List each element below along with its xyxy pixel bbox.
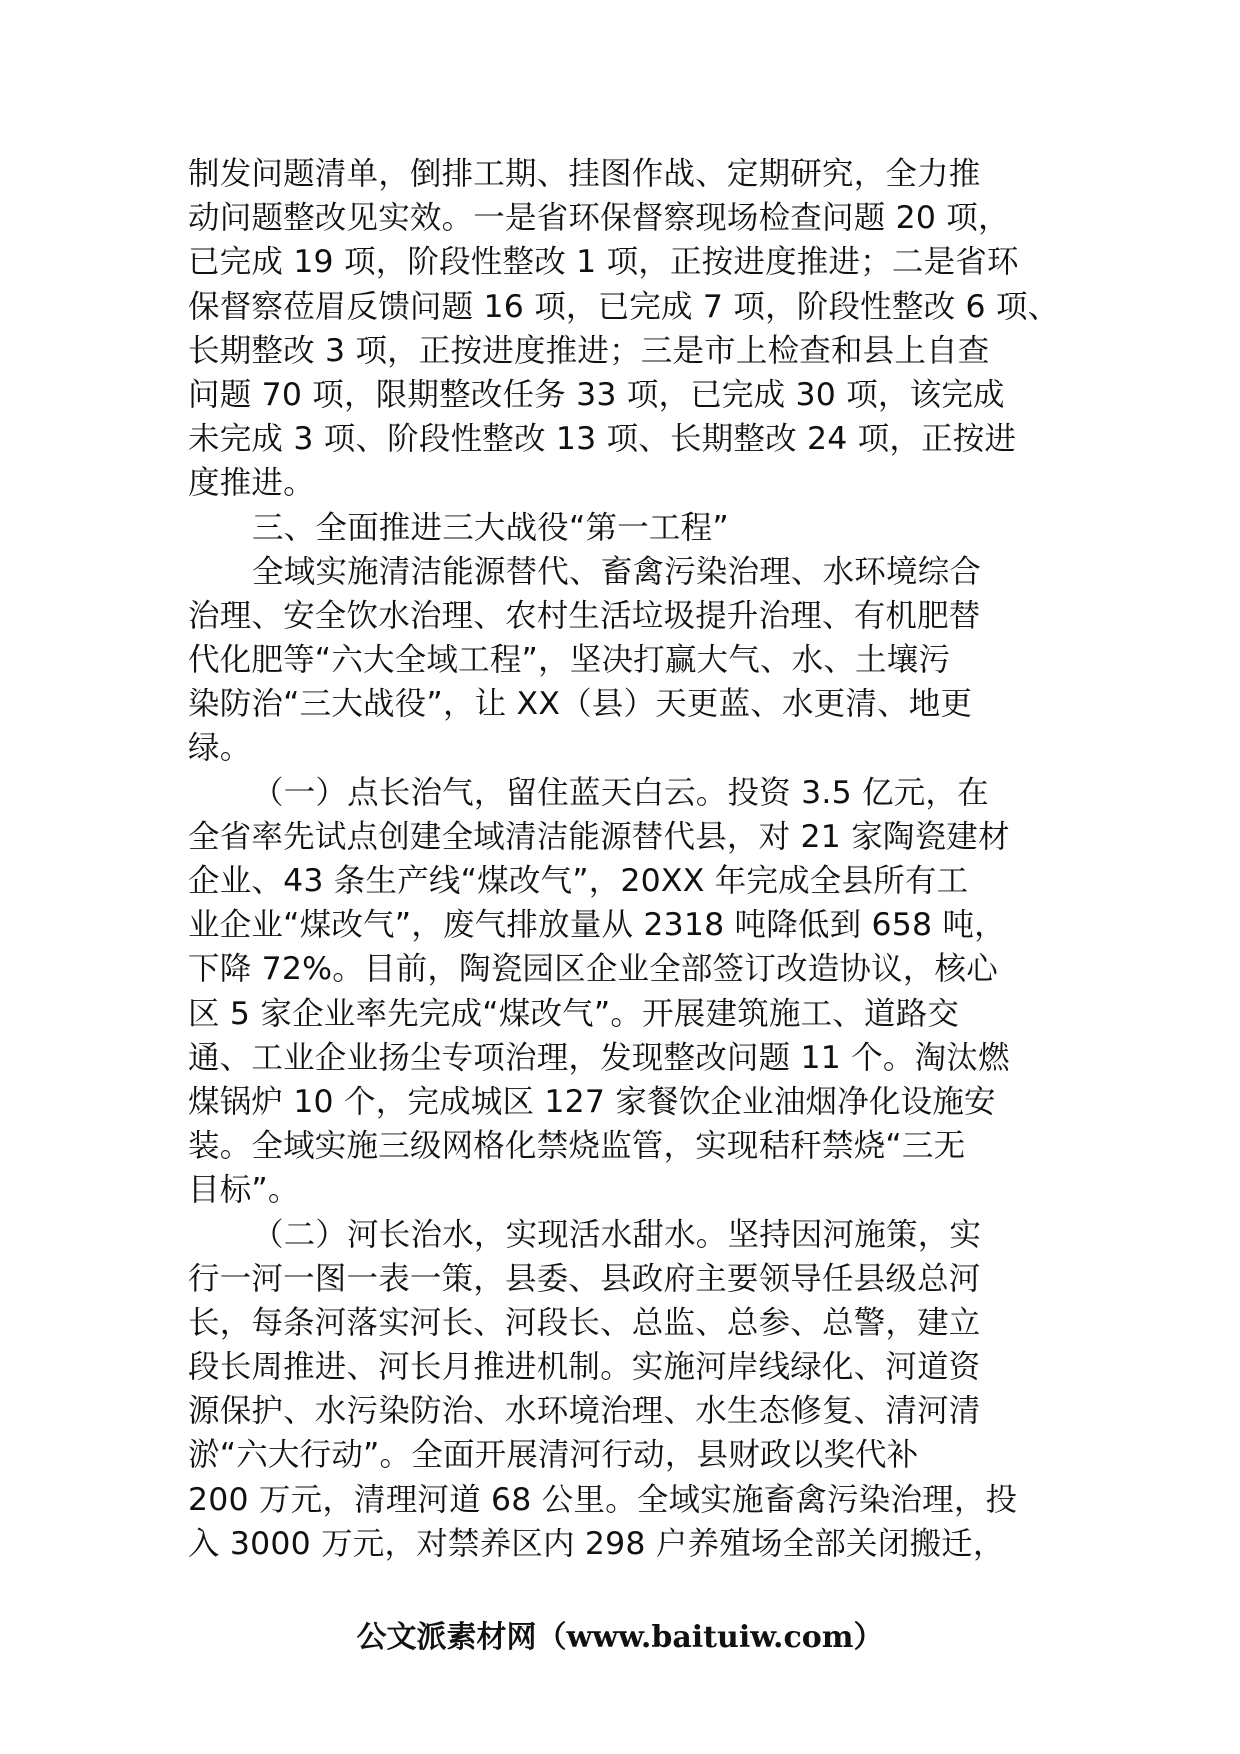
text-line: 淤“六大行动”。全面开展清河行动，县财政以奖代补 [188, 1437, 919, 1474]
text-line: （二）河长治水，实现活水甜水。坚持因河施策，实 [252, 1216, 982, 1253]
text-line: 保督察莅眉反馈问题 16 项，已完成 7 项，阶段性整改 6 项、 [188, 288, 1060, 325]
text-line: 入 3000 万元，对禁养区内 298 户养殖场全部关闭搬迁， [188, 1525, 1005, 1562]
text-line: 代化肥等“六大全域工程”，坚决打赢大气、水、土壤污 [188, 642, 951, 679]
text-line: 长期整改 3 项，正按进度推进；三是市上检查和县上自查 [188, 332, 990, 369]
text-line: 段长周推进、河长月推进机制。实施河岸线绿化、河道资 [188, 1349, 981, 1386]
text-line: 全域实施清洁能源替代、畜禽污染治理、水环境综合 [252, 553, 982, 590]
text-line: 装。全域实施三级网格化禁烧监管，实现秸秆禁烧“三无 [188, 1128, 966, 1165]
text-line: 长，每条河落实河长、河段长、总监、总参、总警，建立 [188, 1304, 981, 1341]
text-line: 200 万元，清理河道 68 公里。全域实施畜禽污染治理，投 [188, 1481, 1018, 1518]
text-line: （一）点长治气，留住蓝天白云。投资 3.5 亿元，在 [252, 774, 989, 811]
text-line: 煤锅炉 10 个，完成城区 127 家餐饮企业油烟净化设施安 [188, 1083, 996, 1120]
text-line: 通、工业企业扬尘专项治理，发现整改问题 11 个。淘汰燃 [188, 1039, 1010, 1076]
text-line: 问题 70 项，限期整改任务 33 项，已完成 30 项，该完成 [188, 376, 1005, 413]
text-line: 染防治“三大战役”，让 XX（县）天更蓝、水更清、地更 [188, 686, 973, 723]
text-line: 行一河一图一表一策，县委、县政府主要领导任县级总河 [188, 1260, 981, 1297]
text-line: 未完成 3 项、阶段性整改 13 项、长期整改 24 项，正按进 [188, 421, 1017, 458]
text-line: 度推进。 [188, 465, 315, 502]
text-line: 全省率先试点创建全域清洁能源替代县，对 21 家陶瓷建材 [188, 818, 1010, 855]
document-body [188, 152, 1068, 1566]
text-line: 制发问题清单，倒排工期、挂图作战、定期研究，全力推 [188, 156, 981, 192]
footer-watermark: 公文派素材网（www.baituiw.com） [356, 1620, 884, 1655]
text-line: 治理、安全饮水治理、农村生活垃圾提升治理、有机肥替 [188, 597, 981, 634]
text-line: 下降 72%。目前，陶瓷园区企业全部签订改造协议，核心 [188, 951, 998, 988]
text-line: 目标”。 [188, 1172, 300, 1209]
text-line: 已完成 19 项，阶段性整改 1 项，正按进度推进；二是省环 [188, 244, 1019, 281]
text-line: 源保护、水污染防治、水环境治理、水生态修复、清河清 [188, 1393, 981, 1430]
text-line: 动问题整改见实效。一是省环保督察现场检查问题 20 项， [188, 200, 1010, 237]
text-line: 企业、43 条生产线“煤改气”，20XX 年完成全县所有工 [188, 863, 969, 899]
text-line: 三、全面推进三大战役“第一工程” [252, 509, 729, 546]
text-line: 绿。 [188, 730, 252, 767]
text-line: 区 5 家企业率先完成“煤改气”。开展建筑施工、道路交 [188, 995, 960, 1032]
text-line: 业企业“煤改气”，废气排放量从 2318 吨降低到 658 吨， [188, 907, 1006, 944]
